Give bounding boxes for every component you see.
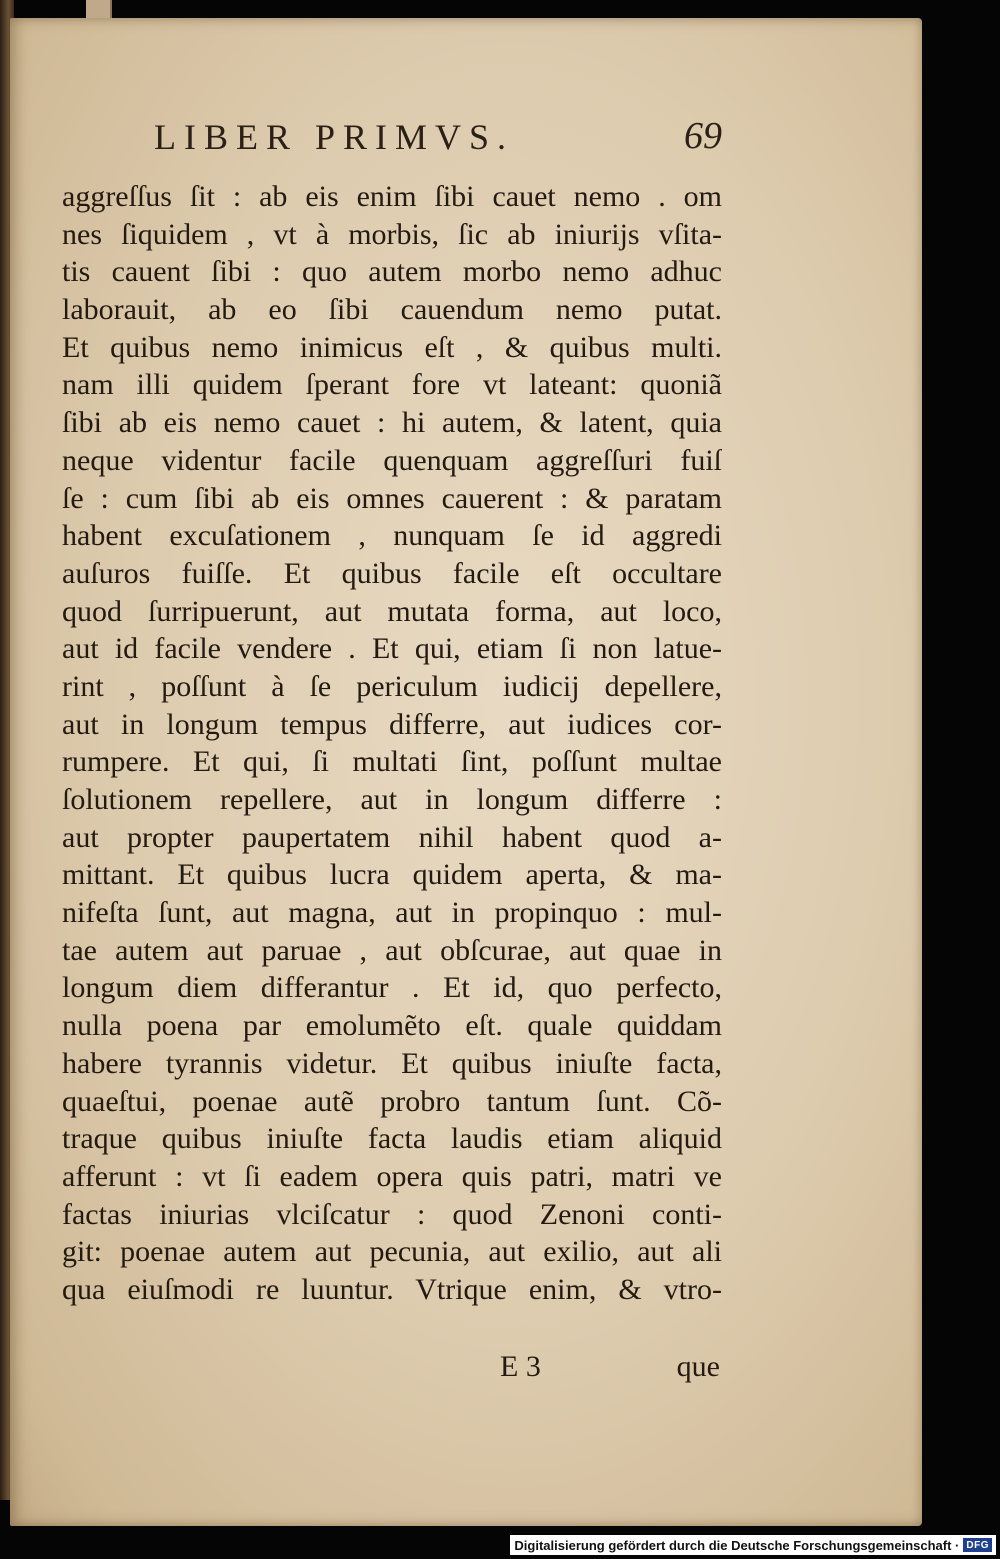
text-line: quaeſtui, poenae autẽ probro tantum ſunt. Cõ- — [62, 1084, 722, 1118]
text-line: afferunt : vt ſi eadem opera quis patri, matri ve — [62, 1159, 722, 1193]
text-line: rumpere. Et qui, ſi multati ſint, poſſunt multae — [62, 745, 722, 779]
book-page — [10, 18, 922, 1526]
funding-note: Digitalisierung gefördert durch die Deutsche Forschungsgemeinschaft · — [514, 1537, 960, 1553]
text-line: auſuros fuiſſe. Et quibus facile eſt occultare — [62, 556, 722, 590]
text-line: traque quibus iniuſte facta laudis etiam aliquid — [62, 1122, 722, 1156]
body-text — [62, 178, 722, 1309]
text-line: nam illi quidem ſperant fore vt lateant: quoniã — [62, 368, 722, 402]
text-line: nifeſta ſunt, aut magna, aut in propinquo : mul- — [62, 896, 722, 930]
text-line: git: poenae autem aut pecunia, aut exilio, aut ali — [62, 1235, 722, 1269]
text-line: rint , poſſunt à ſe periculum iudicij depellere, — [62, 669, 722, 703]
text-line: longum diem differantur . Et id, quo perfecto, — [62, 971, 722, 1005]
text-line: nes ſiquidem , vt à morbis, ſic ab iniurijs vſita- — [62, 217, 722, 251]
text-line: mittant. Et quibus lucra quidem aperta, & ma- — [62, 858, 722, 892]
text-line: aut propter paupertatem nihil habent quod a- — [62, 820, 722, 854]
page-number: 69 — [684, 115, 722, 157]
text-line: habent excuſationem , nunquam ſe id aggredi — [62, 519, 722, 553]
text-line: aut in longum tempus differre, aut iudices cor- — [62, 707, 722, 741]
dfg-logo: DFG — [963, 1538, 992, 1552]
text-line: qua eiuſmodi re luuntur. Vtrique enim, & vtro- — [62, 1272, 722, 1306]
text-line: habere tyrannis videtur. Et quibus iniuſte facta, — [62, 1046, 722, 1080]
text-line: ſolutionem repellere, aut in longum differre : — [62, 783, 722, 816]
running-head: LIBER PRIMVS. — [154, 117, 515, 157]
signature-line — [500, 1350, 730, 1390]
text-line: aut id facile vendere . Et qui, etiam ſi non latue- — [62, 632, 722, 666]
text-line: Et quibus nemo inimicus eſt , & quibus multi. — [62, 330, 722, 364]
text-line: factas iniurias vlciſcatur : quod Zenoni conti- — [62, 1197, 722, 1231]
text-line: tae autem aut paruae , aut obſcurae, aut quae in — [62, 933, 722, 967]
text-line: ſe : cum ſibi ab eis omnes cauerent : & paratam — [62, 481, 722, 515]
page-header — [10, 106, 922, 166]
text-line: aggreſſus ſit : ab eis enim ſibi cauet nemo . om — [62, 180, 722, 213]
catchword: que — [676, 1350, 720, 1383]
signature-mark: E 3 — [500, 1350, 541, 1383]
text-line: quod ſurripuerunt, aut mutata forma, aut loco, — [62, 594, 722, 628]
text-line: ſibi ab eis nemo cauet : hi autem, & latent, quia — [62, 406, 722, 440]
text-line: laborauit, ab eo ſibi cauendum nemo putat. — [62, 293, 722, 327]
text-line: neque videntur facile quenquam aggreſſuri fuiſ — [62, 443, 722, 477]
text-line: nulla poena par emolumẽto eſt. quale quiddam — [62, 1009, 722, 1043]
text-line: tis cauent ſibi : quo autem morbo nemo adhuc — [62, 255, 722, 289]
funding-footer — [510, 1535, 996, 1555]
